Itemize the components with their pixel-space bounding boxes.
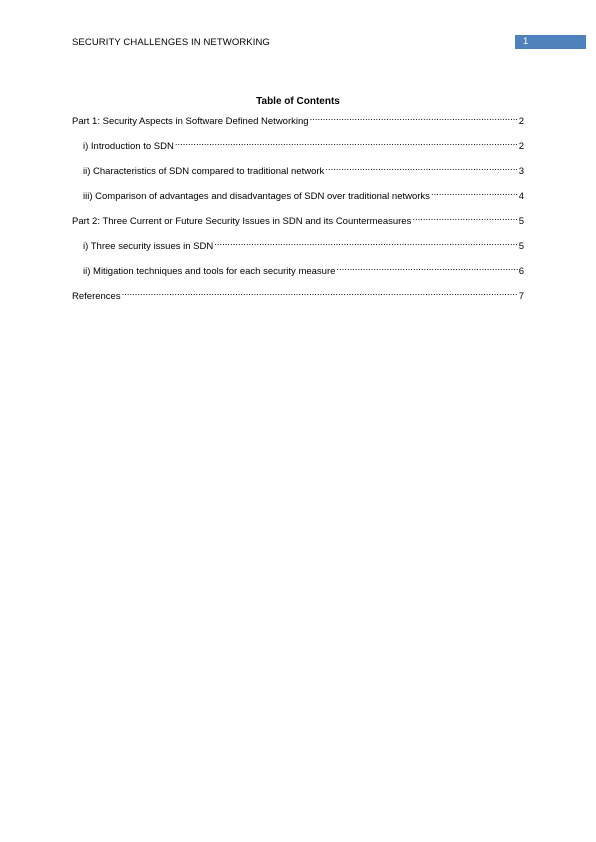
page-number: 1 [523, 36, 529, 47]
toc-entry-security-issues[interactable] [83, 237, 524, 253]
toc-entry-part-2[interactable] [72, 212, 524, 228]
toc-entry-page: 5 [518, 241, 524, 252]
toc-dot-leader [214, 237, 517, 249]
toc-dot-leader [310, 112, 518, 124]
toc-entry-page: 5 [518, 216, 524, 227]
toc-entry-page: 4 [518, 191, 524, 202]
toc-entry-mitigation[interactable] [83, 262, 524, 278]
toc-entry-references[interactable] [72, 287, 524, 303]
toc-dot-leader [175, 137, 518, 149]
toc-heading: Table of Contents [256, 96, 340, 107]
toc-entry-part-1[interactable] [72, 112, 524, 128]
toc-entry-text: i) Three security issues in SDN [83, 241, 214, 252]
toc-entry-characteristics[interactable] [83, 162, 524, 178]
page-number-badge [515, 35, 586, 49]
toc-entry-page: 6 [518, 266, 524, 277]
toc-entry-text: ii) Mitigation techniques and tools for each security measure [83, 266, 336, 277]
toc-entry-text: ii) Characteristics of SDN compared to traditional network [83, 166, 325, 177]
toc-entry-introduction[interactable] [83, 137, 524, 153]
toc-entry-comparison[interactable] [83, 187, 524, 203]
toc-dot-leader [325, 162, 517, 174]
toc-entry-page: 2 [518, 141, 524, 152]
toc-entry-text: iii) Comparison of advantages and disadvantages of SDN over traditional networks [83, 191, 430, 202]
toc-entry-text: References [72, 291, 121, 302]
toc-dot-leader [431, 187, 518, 199]
toc-entry-page: 2 [518, 116, 524, 127]
running-header-title: SECURITY CHALLENGES IN NETWORKING [72, 37, 270, 48]
toc-entry-page: 7 [518, 291, 524, 302]
toc-entry-page: 3 [518, 166, 524, 177]
toc-entry-text: Part 2: Three Current or Future Security Issues in SDN and its Countermeasures [72, 216, 412, 227]
toc-dot-leader [336, 262, 517, 274]
toc-entry-text: Part 1: Security Aspects in Software Defined Networking [72, 116, 309, 127]
toc-entry-text: i) Introduction to SDN [83, 141, 174, 152]
toc-dot-leader [122, 287, 518, 299]
toc-dot-leader [412, 212, 517, 224]
